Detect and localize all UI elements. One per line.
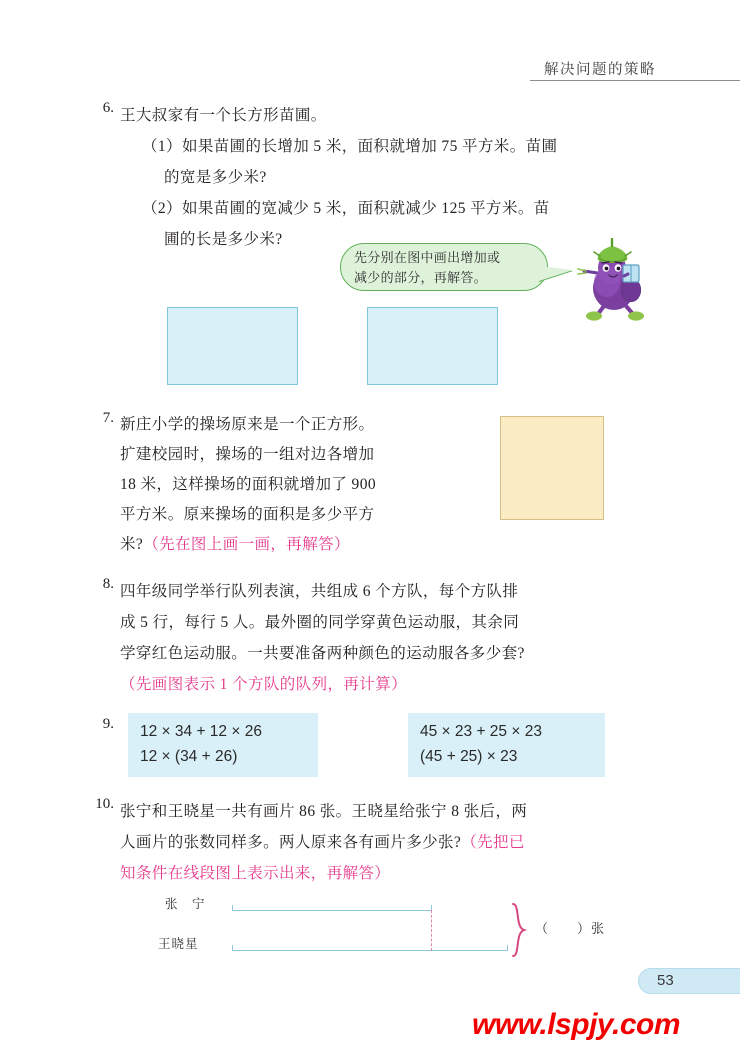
page-number: 53 [657, 972, 674, 989]
segment-tick-start-bottom [232, 945, 233, 951]
segment-tick-start-top [232, 905, 233, 911]
problem-6-number: 6. [102, 100, 114, 116]
problem-10-line-2-text: 人画片的张数同样多。两人原来各有画片多少张? [120, 834, 462, 851]
problem-10-line-2 [120, 827, 678, 858]
expression-box-left [128, 713, 318, 777]
eggplant-mascot-icon [576, 238, 648, 322]
problem-7-line-5 [120, 530, 492, 560]
problem-6-line-3: 的宽是多少米? [164, 169, 267, 186]
problem-6-line-2: （1）如果苗圃的长增加 5 米，面积就增加 75 平方米。苗圃 [142, 138, 558, 155]
page-number-pill [638, 968, 740, 994]
line-segment-diagram [150, 888, 610, 956]
segment-label-wangxiaoxing: 王晓星 [158, 937, 199, 951]
problem-6-body [120, 100, 692, 255]
problem-6-line-5: 圃的长是多少米? [164, 231, 283, 248]
segment-brace-icon [510, 902, 532, 958]
problem-7-hint: （先在图上画一画，再解答） [143, 536, 350, 553]
speech-bubble-tail [539, 266, 573, 281]
problem-8-line-3: 学穿红色运动服。一共要准备两种颜色的运动服各多少套? [120, 645, 525, 662]
problem-10 [78, 796, 678, 889]
expression-left-line-2: 12 × (34 + 26) [140, 748, 238, 765]
problem-7 [92, 410, 492, 560]
header-divider [530, 80, 740, 81]
segment-label-zhangning: 张 宁 [165, 897, 206, 911]
problem-7-number: 7. [102, 410, 114, 426]
problem-6-line-4: （2）如果苗圃的宽减少 5 米，面积就减少 125 平方米。苗 [142, 200, 550, 217]
expression-left-line-1: 12 × 34 + 12 × 26 [140, 723, 262, 740]
speech-bubble-line-2: 减少的部分，再解答。 [354, 270, 488, 285]
problem-8 [92, 576, 682, 700]
problem-10-line-1: 张宁和王晓星一共有画片 86 张。王晓星给张宁 8 张后，两 [120, 803, 528, 820]
problem-8-hint: （先画图表示 1 个方队的队列，再计算） [120, 676, 408, 693]
speech-bubble [340, 243, 548, 291]
diagram-square-yellow [500, 416, 604, 520]
problem-8-number: 8. [102, 576, 114, 592]
problem-10-number: 10. [95, 796, 114, 812]
speech-bubble-line-1: 先分别在图中画出增加或 [354, 250, 501, 265]
problem-8-body [120, 576, 682, 700]
segment-answer-blank: （ ）张 [535, 921, 606, 936]
segment-tick-end-bottom [507, 945, 508, 951]
problem-8-line-2: 成 5 行，每行 5 人。最外圈的同学穿黄色运动服，其余同 [120, 614, 520, 631]
segment-bar-wangxiaoxing [232, 950, 508, 951]
problem-10-hint: 知条件在线段图上表示出来，再解答） [120, 865, 391, 882]
problem-6-line-1: 王大叔家有一个长方形苗圃。 [120, 107, 327, 124]
diagram-rectangle-right [367, 307, 498, 385]
site-watermark: www.lspjy.com [472, 1008, 680, 1041]
segment-bar-zhangning [232, 910, 432, 911]
problem-9-number: 9. [102, 716, 114, 732]
problem-7-line-1: 新庄小学的操场原来是一个正方形。 [120, 416, 375, 433]
diagram-rectangle-left [167, 307, 298, 385]
problem-10-body [120, 796, 678, 889]
problem-10-hint-inline: （先把已 [461, 834, 525, 851]
problem-7-line-5-text: 米? [120, 536, 144, 553]
problem-7-line-2: 扩建校园时，操场的一组对边各增加 [120, 446, 375, 463]
problem-7-line-3: 18 米，这样操场的面积就增加了 900 [120, 476, 377, 493]
page-header [0, 58, 740, 88]
expression-right-line-1: 45 × 23 + 25 × 23 [420, 723, 542, 740]
problem-6 [92, 100, 692, 255]
problem-7-line-4: 平方米。原来操场的面积是多少平方 [120, 506, 375, 523]
expression-right-line-2: (45 + 25) × 23 [420, 748, 518, 765]
problem-7-body [120, 410, 492, 560]
header-title: 解决问题的策略 [544, 62, 656, 78]
expression-box-right [408, 713, 605, 777]
segment-dashed-guideline [431, 910, 432, 951]
problem-8-line-1: 四年级同学举行队列表演，共组成 6 个方队，每个方队排 [120, 583, 519, 600]
speech-bubble-text [354, 248, 540, 288]
